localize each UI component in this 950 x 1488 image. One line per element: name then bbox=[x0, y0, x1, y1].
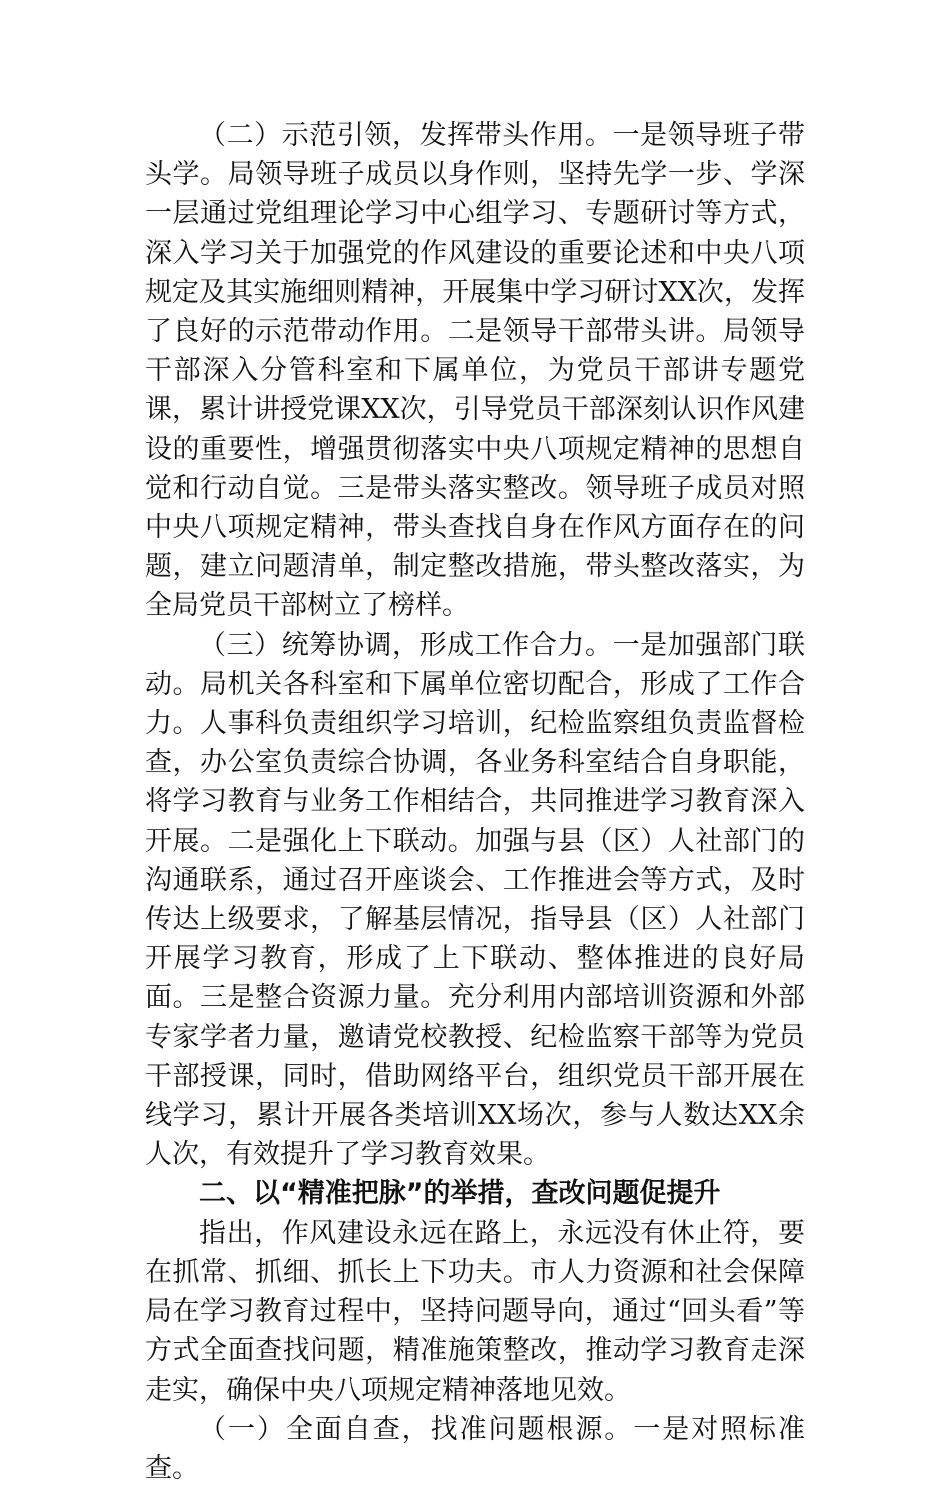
section-heading: 二、以“精准把脉”的举措，查改问题促提升 bbox=[199, 1178, 721, 1210]
paragraph-lead: （二）示范引领，发挥带头作用。 bbox=[199, 120, 613, 151]
paragraph-lead: （三）统筹协调，形成工作合力。 bbox=[199, 629, 613, 661]
document-body bbox=[145, 116, 805, 1488]
paragraph-coordination bbox=[145, 626, 805, 1175]
paragraph-self-inspection bbox=[145, 1410, 805, 1488]
paragraph-lead: （一）全面自查，找准问题根源。 bbox=[199, 1413, 634, 1445]
paragraph-section-intro: 指出，作风建设永远在路上，永远没有休止符，要在抓常、抓细、抓长上下功夫。市人力资源和社会保障局在学习教育过程中，坚持问题导向，通过“回头看”等方式全面查找问题，精准施策整改，推动学习教育走深走实，确保中央八项规定精神落地见效。 bbox=[145, 1217, 805, 1406]
paragraph-text: 一是加强部门联动。局机关各科室和下属单位密切配合，形成了工作合力。人事科负责组织学习培训，纪检监察组负责监督检查，办公室负责综合协调，各业务科室结合自身职能，将学习教育与业务工作相结合，共同推进学习教育深入开展。二是强化上下联动。加强与县（区）人社部门的沟通联系，通过召开座谈会、工作推进会等方式，及时传达上级要求，了解基层情况，指导县（区）人社部门开展学习教育，形成了上下联动、整体推进的良好局面。三是整合资源力量。充分利用内部培训资源和外部专家学者力量，邀请党校教授、纪检监察干部等为党员干部授课，同时，借助网络平台，组织党员干部开展在线学习，累计开展各类培训XX场次，参与人数达XX余人次，有效提升了学习教育效果。 bbox=[145, 629, 806, 1171]
paragraph-text: 一是对照标准查。 bbox=[145, 1413, 805, 1484]
paragraph-demonstration-leading bbox=[145, 116, 805, 626]
paragraph-text: 一是领导班子带头学。局领导班子成员以身作则，坚持先学一步、学深一层通过党组理论学习中心组学习、专题研讨等方式，深入学习关于加强党的作风建设的重要论述和中央八项规定及其实施细则精神，开展集中学习研讨XX次，发挥了良好的示范带动作用。二是领导干部带头讲。局领导干部深入分管科室和下属单位，为党员干部讲专题党课，累计讲授党课XX次，引导党员干部深刻认识作风建设的重要性，增强贯彻落实中央八项规定精神的思想自觉和行动自觉。三是带头落实整改。领导班子成员对照中央八项规定精神，带头查找自身在作风方面存在的问题，建立问题清单，制定整改措施，带头整改落实，为全局党员干部树立了榜样。 bbox=[145, 120, 806, 622]
